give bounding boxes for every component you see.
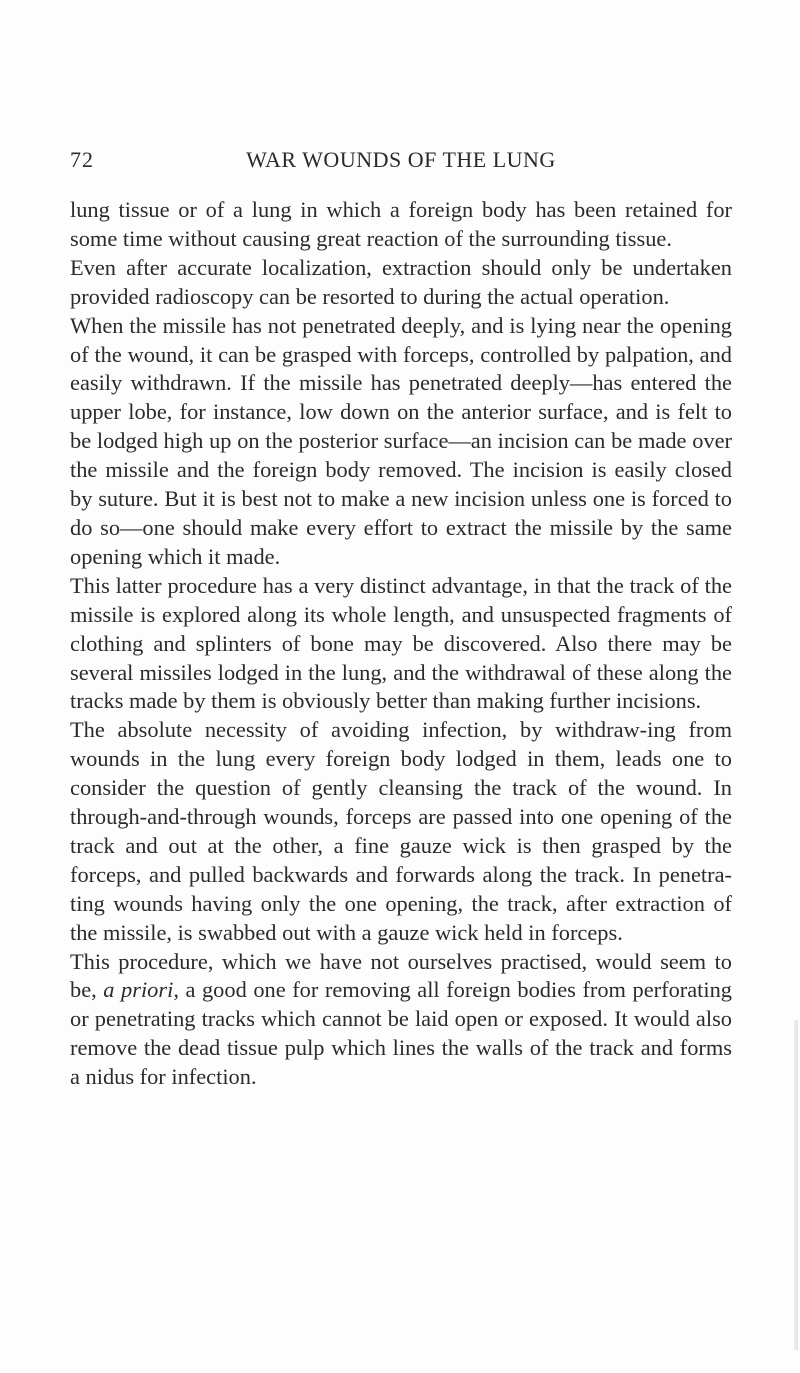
page-header [70,147,732,177]
paragraph-localization: Even after accurate localization, extraction should only be undertaken provided radioscopy can be resorted to during the actual operation. [70,254,732,309]
a-priori-text-before: This procedure, which we have not ourselves practised, would seem to be, [70,948,732,1003]
a-priori-text-after: , a good one for removing all foreign bodies from perforating or penetrating tracks which cannot be laid open or exposed. It would also remove the dead tissue pulp which lines the walls of the track and forms a nidus for infection. [70,977,732,1090]
a-priori-italic: a priori [103,977,174,1003]
paragraph-procedure-advantage: This latter procedure has a very distinct advantage, in that the track of the missile is explored along its whole length, and unsuspected fragments of clothing and splinters of bone may be discovered. Also there may be several missiles lodged in the lung, and the withdrawal of these along the tracks made by them is obviously better than making further incisions. [70,572,732,714]
paragraph-a-priori [70,948,732,1093]
body-text [70,196,732,1092]
paragraph-continuation: lung tissue or of a lung in which a foreign body has been retained for some time without causing great reaction of the surrounding tissue. [70,197,732,251]
scan-edge-shadow [794,1020,798,1350]
paragraph-extraction: When the missile has not penetrated deeply, and is lying near the opening of the wound, it can be grasped with forceps, controlled by palpation, and easily withdrawn. If the missile has penetrated deeply—has entered the upper lobe, for instance, low down on the anterior surface, and is felt to be lodged high up on the posterior surface—an incision can be made over the missile and the foreign body removed. The incision is easily closed by suture. But it is best not to make a new incision unless one is forced to do so—one should make every effort to extract the missile by the same opening which it made. [70,312,732,569]
running-head: WAR WOUNDS OF THE LUNG [246,147,556,172]
page-number: 72 [70,147,94,172]
paragraph-infection: The absolute necessity of avoiding infection, by withdraw-ing from wounds in the lung every foreign body lodged in them, leads one to consider the question of gently cleansing the track of the wound. In through-and-through wounds, forceps are passed into one opening of the track and out at the other, a fine gauze wick is then grasped by the forceps, and pulled backwards and forwards along the track. In penetra-ting wounds having only the one opening, the track, after extraction of the missile, is swabbed out with a gauze wick held in forceps. [70,717,732,945]
